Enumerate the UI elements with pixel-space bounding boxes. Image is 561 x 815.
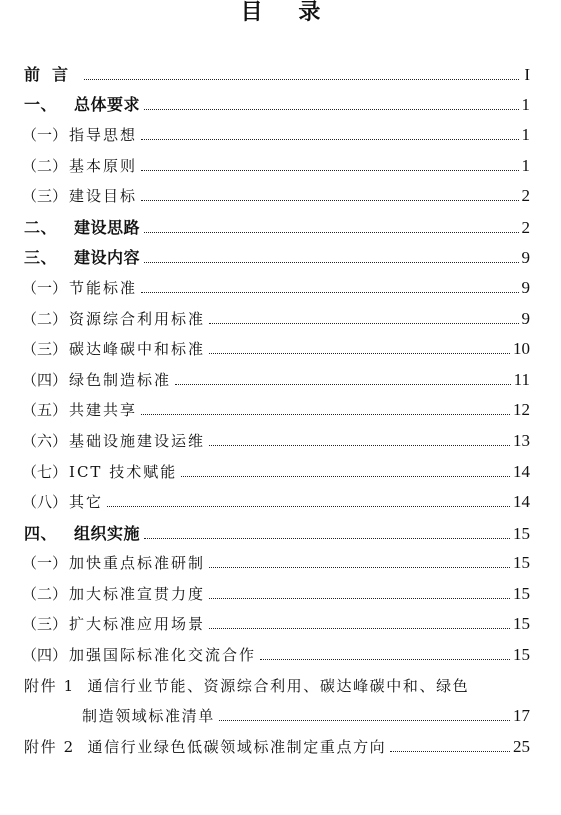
toc-entry-label: ICT 技术赋能 <box>69 462 178 481</box>
toc-entry-number: （三） <box>22 340 68 359</box>
toc-entry-label: 加强国际标准化交流合作 <box>69 646 257 665</box>
toc-entry-annex-2[interactable] <box>0 731 561 762</box>
toc-page-number: 12 <box>513 400 530 420</box>
toc-entry-subsection[interactable] <box>0 364 561 395</box>
toc-entry-subsection[interactable] <box>0 150 561 181</box>
toc-entry-number: （一） <box>22 554 68 573</box>
dot-leader <box>141 169 518 171</box>
dot-leader <box>209 322 518 324</box>
dot-leader <box>209 444 510 446</box>
toc-page-number: 15 <box>513 614 530 634</box>
toc-page-number: 10 <box>513 339 530 359</box>
toc-entry-label: 加快重点标准研制 <box>69 554 206 573</box>
toc-entry-number: （一） <box>22 278 68 297</box>
toc-entry-annex-1[interactable] <box>0 670 561 701</box>
dot-leader <box>141 413 510 415</box>
toc-entry-label: 总体要求 <box>74 95 141 115</box>
toc-page-number: 11 <box>513 369 530 389</box>
toc-page-number: 15 <box>513 523 530 543</box>
toc-entry-number: （四） <box>22 646 68 665</box>
toc-page-number: I <box>524 64 530 84</box>
dot-leader <box>181 475 510 477</box>
dot-leader <box>219 719 510 721</box>
toc-entry-section-4[interactable] <box>0 517 561 548</box>
dot-leader <box>144 108 518 110</box>
toc-entry-label: 前言 <box>24 64 81 84</box>
toc-entry-number: （二） <box>22 584 68 603</box>
dot-leader <box>209 352 510 354</box>
toc-page-number: 2 <box>521 186 530 206</box>
toc-entry-label: 资源综合利用标准 <box>69 309 206 328</box>
toc-entry-label: 建设目标 <box>69 187 138 206</box>
dot-leader <box>144 231 518 233</box>
toc-page-number: 9 <box>521 277 530 297</box>
toc-entry-label: 建设思路 <box>74 217 141 237</box>
toc-page-number: 14 <box>513 492 530 512</box>
annex-number: 附件 1 <box>24 676 75 695</box>
toc-entry-number: （三） <box>22 615 68 634</box>
toc-entry-subsection[interactable] <box>0 609 561 640</box>
toc-page-number: 13 <box>513 430 530 450</box>
dot-leader <box>141 138 518 140</box>
toc-entry-number: （八） <box>22 493 68 512</box>
toc-entry-subsection[interactable] <box>0 486 561 517</box>
toc-entry-label: 其它 <box>69 493 104 512</box>
dot-leader <box>84 78 519 80</box>
dot-leader <box>107 505 510 507</box>
dot-leader <box>390 750 510 752</box>
toc-entry-label: 加大标准宣贯力度 <box>69 584 206 603</box>
toc-entry-subsection[interactable] <box>0 578 561 609</box>
toc-entry-label: 节能标准 <box>69 278 138 297</box>
toc-entry-label: 指导思想 <box>69 125 138 144</box>
annex-number: 附件 2 <box>24 737 75 756</box>
toc-entry-label: 碳达峰碳中和标准 <box>69 340 206 359</box>
toc-entry-label: 通信行业绿色低碳领域标准制定重点方向 <box>87 737 387 756</box>
toc-entry-section-2[interactable] <box>0 211 561 242</box>
toc-entry-subsection[interactable] <box>0 456 561 487</box>
dot-leader <box>260 658 510 660</box>
toc-entry-subsection[interactable] <box>0 425 561 456</box>
toc-page-number: 9 <box>521 308 530 328</box>
toc-entry-number: 三、 <box>24 248 58 268</box>
toc-entry-label: 建设内容 <box>74 248 141 268</box>
toc-entry-subsection[interactable] <box>0 272 561 303</box>
dot-leader <box>209 566 510 568</box>
toc-entry-number: 二、 <box>24 217 58 237</box>
toc-entry-label: 基本原则 <box>69 156 138 175</box>
toc-entry-subsection[interactable] <box>0 119 561 150</box>
dot-leader <box>209 597 510 599</box>
toc-entry-label: 扩大标准应用场景 <box>69 615 206 634</box>
toc-page-number: 1 <box>521 124 530 144</box>
toc-entry-subsection[interactable] <box>0 639 561 670</box>
toc-page-number: 17 <box>513 706 530 726</box>
toc-entry-number: （五） <box>22 401 68 420</box>
toc-entry-subsection[interactable] <box>0 395 561 426</box>
toc-entry-subsection[interactable] <box>0 180 561 211</box>
toc-entry-label: 通信行业节能、资源综合利用、碳达峰碳中和、绿色 <box>87 676 470 695</box>
toc-entry-number: （三） <box>22 187 68 206</box>
table-of-contents <box>0 58 561 762</box>
dot-leader <box>144 537 510 539</box>
toc-entry-number: 四、 <box>24 523 58 543</box>
dot-leader <box>144 261 518 263</box>
toc-page-number: 15 <box>513 553 530 573</box>
dot-leader <box>175 383 511 385</box>
toc-page-number: 15 <box>513 583 530 603</box>
toc-page-number: 25 <box>513 736 530 756</box>
toc-entry-preface[interactable] <box>0 58 561 89</box>
toc-entry-number: （一） <box>22 125 68 144</box>
toc-entry-number: （七） <box>22 462 68 481</box>
toc-page-number: 14 <box>513 461 530 481</box>
dot-leader <box>141 291 518 293</box>
toc-page-number: 1 <box>521 95 530 115</box>
toc-entry-label: 绿色制造标准 <box>69 370 172 389</box>
toc-entry-label: 制造领域标准清单 <box>82 707 215 726</box>
toc-entry-section-1[interactable] <box>0 89 561 120</box>
toc-page-number: 15 <box>513 645 530 665</box>
toc-entry-subsection[interactable] <box>0 303 561 334</box>
toc-entry-number: （四） <box>22 370 68 389</box>
toc-entry-number: （二） <box>22 309 68 328</box>
toc-page-number: 9 <box>521 248 530 268</box>
toc-entry-section-3[interactable] <box>0 242 561 273</box>
toc-entry-label: 组织实施 <box>74 523 141 543</box>
dot-leader <box>209 627 510 629</box>
toc-entry-label: 基础设施建设运维 <box>69 431 206 450</box>
dot-leader <box>141 199 518 201</box>
toc-entry-number: 一、 <box>24 95 58 115</box>
toc-entry-label: 共建共享 <box>69 401 138 420</box>
toc-entry-number: （二） <box>22 156 68 175</box>
toc-page-number: 1 <box>521 155 530 175</box>
toc-entry-subsection[interactable] <box>0 548 561 579</box>
toc-entry-annex-1-continued[interactable] <box>0 700 561 731</box>
toc-page-number: 2 <box>521 217 530 237</box>
toc-entry-number: （六） <box>22 431 68 450</box>
toc-entry-subsection[interactable] <box>0 333 561 364</box>
page-title: 目 录 <box>240 0 335 25</box>
